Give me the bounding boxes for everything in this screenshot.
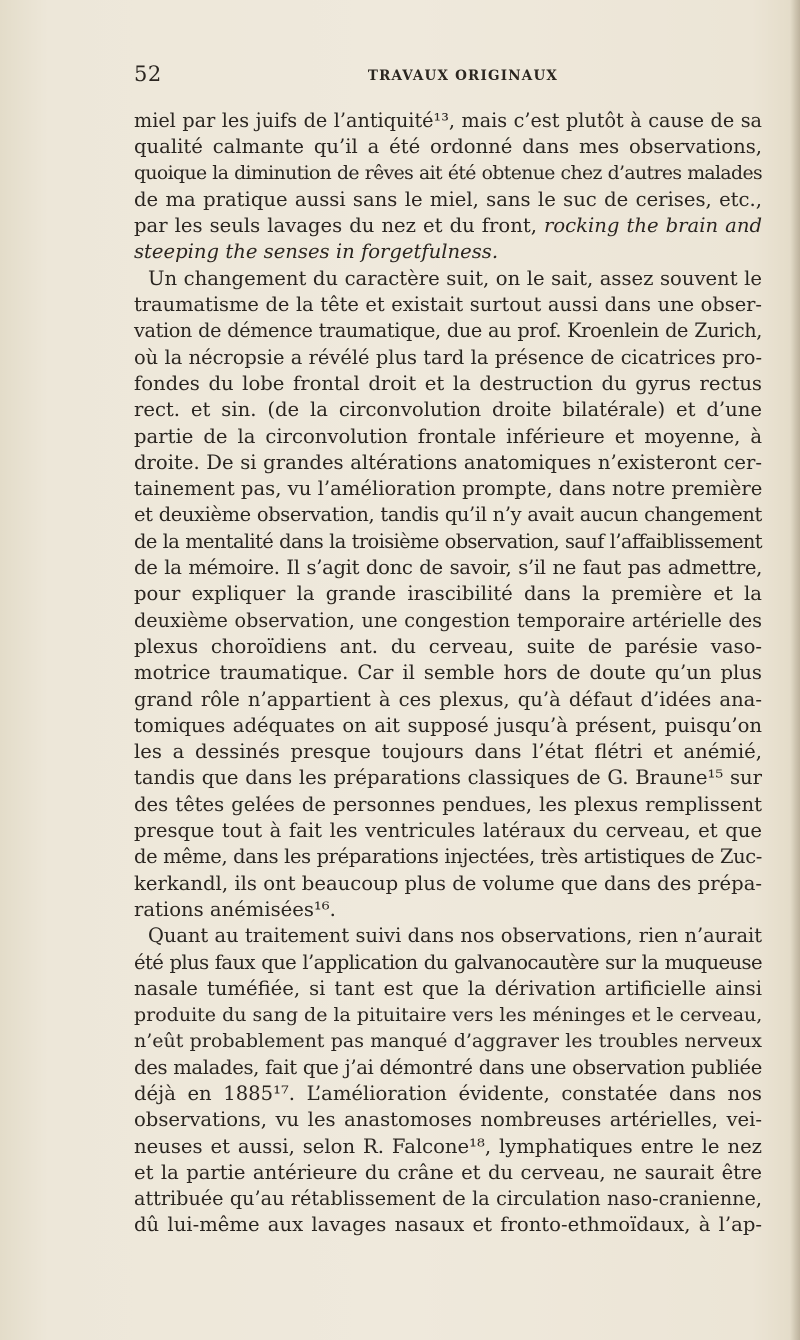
text-line: où la nécropsie a révélé plus tard la présence de cicatrices pro- xyxy=(134,345,762,369)
text-line: qualité calmante qu’il a été ordonné dans mes observations, xyxy=(134,135,762,159)
text-line: produite du sang de la pituitaire vers les méninges et le cerveau, xyxy=(134,1004,763,1027)
text-line: traumatisme de la tête et existait surtout aussi dans une obser- xyxy=(134,293,762,317)
text-line: fondes du lobe frontal droit et la destruction du gyrus rectus xyxy=(134,371,762,395)
text-line: partie de la circonvolution frontale inférieure et moyenne, à xyxy=(134,424,762,448)
text-line: et la partie antérieure du crâne et du cerveau, ne saurait être xyxy=(134,1160,762,1184)
text-line: kerkandl, ils ont beaucoup plus de volume que dans des prépa- xyxy=(134,871,762,895)
text-line: nasale tuméfiée, si tant est que la dérivation artificielle ainsi xyxy=(134,976,762,1000)
running-head: TRAVAUX ORIGINAUX xyxy=(367,68,559,84)
page-edge-shadow xyxy=(790,0,800,1340)
body-text xyxy=(134,108,762,1239)
text-line: de la mentalité dans la troisième observation, sauf l’affaiblissement xyxy=(134,529,762,553)
text-line: miel par les juifs de l’antiquité¹³, mais c’est plutôt à cause de sa xyxy=(134,109,762,132)
text-line-italic: steeping the senses in forgetfulness. xyxy=(134,240,499,264)
text-line: de même, dans les préparations injectées, très artistiques de Zuc- xyxy=(134,845,762,869)
text-line: n’eût probablement pas manqué d’aggraver les troubles nerveux xyxy=(134,1030,762,1053)
text-line xyxy=(134,213,762,239)
text-line: deuxième observation, une congestion temporaire artérielle des xyxy=(134,608,762,632)
text-line: de ma pratique aussi sans le miel, sans le suc de cerises, etc., xyxy=(134,187,762,211)
text-line-roman: par les seuls lavages du nez et du front, xyxy=(134,214,544,238)
text-line: tainement pas, vu l’amélioration prompte, dans notre première xyxy=(134,477,763,501)
text-line: des malades, fait que j’ai démontré dans une observation publiée xyxy=(134,1055,762,1079)
text-line: de la mémoire. Il s’agit donc de savoir, s’il ne faut pas admettre, xyxy=(134,556,762,580)
text-line: observations, vu les anastomoses nombreuses artérielles, vei- xyxy=(134,1108,762,1132)
page-header xyxy=(134,62,762,92)
text-line: tandis que dans les préparations classiques de G. Braune¹⁵ sur xyxy=(134,766,762,790)
text-line: Quant au traitement suivi dans nos observations, rien n’aurait xyxy=(148,924,762,948)
text-line: motrice traumatique. Car il semble hors de doute qu’un plus xyxy=(134,661,762,685)
text-line: rations anémisées¹⁶. xyxy=(134,897,336,921)
text-line: neuses et aussi, selon R. Falcone¹⁸, lymphatiques entre le nez xyxy=(134,1134,762,1158)
page-number: 52 xyxy=(134,62,162,86)
text-line: les a dessinés presque toujours dans l’état flétri et anémié, xyxy=(134,740,762,764)
text-line: quoique la diminution de rêves ait été obtenue chez d’autres malades xyxy=(134,162,762,184)
text-line: Un changement du caractère suit, on le sait, assez souvent le xyxy=(148,266,762,290)
text-line: vation de démence traumatique, due au prof. Kroenlein de Zurich, xyxy=(134,319,762,343)
text-line: et deuxième observation, tandis qu’il n’y avait aucun changement xyxy=(134,503,762,527)
text-line-italic: rocking the brain and xyxy=(543,214,763,238)
text-line: des têtes gelées de personnes pendues, les plexus remplissent xyxy=(134,792,762,816)
text-line: tomiques adéquates on ait supposé jusqu’à présent, puisqu’on xyxy=(134,713,762,737)
text-line: attribuée qu’au rétablissement de la circulation naso-cranienne, xyxy=(134,1187,762,1211)
text-line xyxy=(134,239,762,265)
text-line: pour expliquer la grande irascibilité dans la première et la xyxy=(134,582,762,606)
text-line: été plus faux que l’application du galvanocautère sur la muqueuse xyxy=(134,950,762,974)
text-line: plexus choroïdiens ant. du cerveau, suite de parésie vaso- xyxy=(134,634,762,658)
text-line: grand rôle n’appartient à ces plexus, qu’à défaut d’idées ana- xyxy=(134,687,762,711)
text-line: rect. et sin. (de la circonvolution droite bilatérale) et d’une xyxy=(134,398,762,422)
text-line: dû lui-même aux lavages nasaux et fronto-ethmoïdaux, à l’ap- xyxy=(134,1213,762,1237)
text-line: presque tout à fait les ventricules latéraux du cerveau, et que xyxy=(134,819,762,843)
text-line: droite. De si grandes altérations anatomiques n’existeront cer- xyxy=(134,450,762,474)
text-line: déjà en 1885¹⁷. L’amélioration évidente, constatée dans nos xyxy=(134,1081,762,1105)
